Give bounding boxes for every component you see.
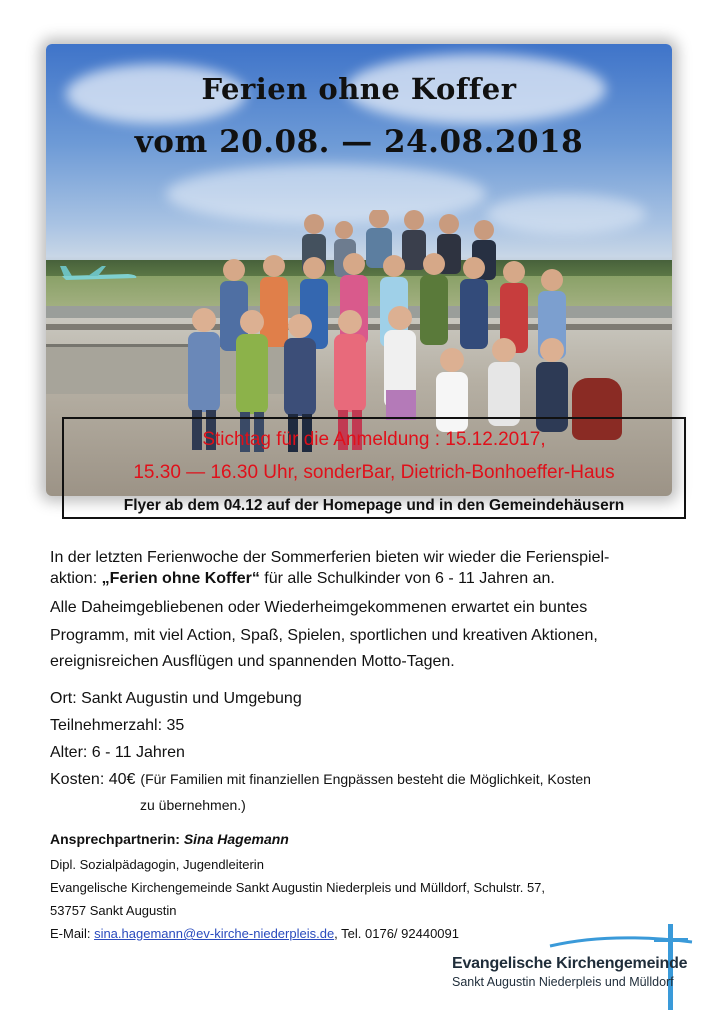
registration-deadline: Stichtag für die Anmeldung : 15.12.2017, (202, 429, 546, 450)
costs-note: (Für Familien mit finanziellen Engpässen besteht die Möglichkeit, Kosten (140, 771, 591, 787)
phone-number: , Tel. 0176/ 92440091 (334, 926, 459, 941)
contact-heading (50, 830, 289, 848)
description-line: Programm, mit viel Action, Spaß, Spielen, sportlichen und kreativen Aktionen, (50, 627, 598, 644)
description-line: ereignisreichen Ausflügen und spannenden Motto-Tagen. (50, 653, 455, 670)
description-text: aktion: (50, 570, 102, 587)
registration-box (62, 417, 686, 519)
contact-label: Ansprechpartnerin: (50, 831, 184, 847)
description-line (50, 568, 680, 589)
description-line: In der letzten Ferienwoche der Sommerferien bieten wir wieder die Ferienspiel- (50, 549, 610, 566)
logo-name: Evangelische Kirchengemeinde (452, 955, 688, 972)
contact-name: Sina Hagemann (183, 831, 289, 847)
fact-costs (50, 769, 591, 790)
contact-email-phone (50, 925, 459, 943)
contact-role: Dipl. Sozialpädagogin, Jugendleiterin (50, 857, 264, 872)
logo-subtitle: Sankt Augustin Niederpleis und Mülldorf (452, 975, 674, 989)
contact-city: 53757 Sankt Augustin (50, 903, 177, 918)
description-text: für alle Schulkinder von 6 - 11 Jahren an. (259, 570, 555, 587)
fact-age: Alter: 6 - 11 Jahren (50, 744, 185, 761)
airplane-icon (58, 262, 140, 288)
costs-value: Kosten: 40€ (50, 771, 136, 788)
email-label: E-Mail: (50, 926, 95, 941)
registration-time-place: 15.30 — 16.30 Uhr, sonderBar, Dietrich-Bonhoeffer-Haus (133, 462, 615, 483)
flyer-title: Ferien ohne Koffer (201, 72, 517, 106)
fact-location: Ort: Sankt Augustin und Umgebung (50, 690, 302, 707)
flyer-availability: Flyer ab dem 04.12 auf der Homepage und in den Gemeindehäusern (123, 497, 625, 514)
description-line: Alle Daheimgebliebenen oder Wiederheimgekommenen erwartet ein buntes (50, 599, 588, 616)
email-link[interactable]: sina.hagemann@ev-kirche-niederpleis.de (94, 926, 335, 941)
event-name-highlight: „Ferien ohne Koffer“ (101, 570, 260, 587)
contact-organization: Evangelische Kirchengemeinde Sankt Augustin Niederpleis und Mülldorf, Schulstr. 57, (50, 880, 546, 895)
flyer-dates: vom 20.08. — 24.08.2018 (134, 124, 584, 160)
costs-note-continued: zu übernehmen.) (140, 797, 246, 813)
fact-participants: Teilnehmerzahl: 35 (50, 717, 185, 734)
